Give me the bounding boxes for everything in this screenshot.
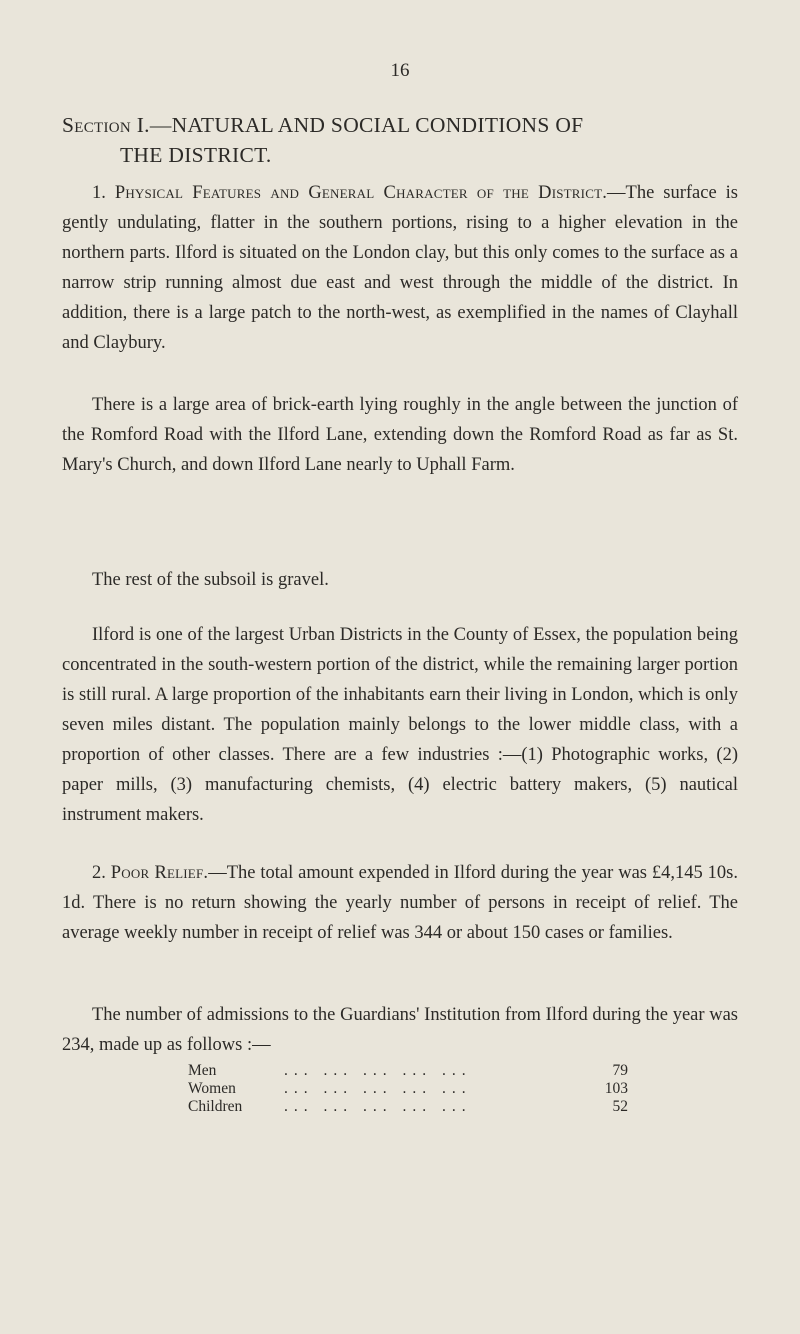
subsoil-paragraph: The rest of the subsoil is gravel. (92, 570, 329, 590)
table-row (188, 1062, 628, 1080)
poor-relief-heading: Poor Relief. (110, 863, 209, 883)
dot-leader: ... ... ... ... ... (284, 1098, 472, 1115)
dot-leader: ... ... ... ... ... (284, 1062, 472, 1079)
row-label-children: Children (188, 1098, 243, 1115)
poor-relief-text: —The total amount expended in Ilford during the year was £4,145 10s. 1d. There is no return showing the yearly number of persons in receipt of relief. The average weekly number in receipt of relief was 344 or about 150 cases or families. (62, 863, 739, 943)
table-row (188, 1080, 628, 1098)
section-title-line2: THE DISTRICT. (120, 143, 272, 167)
physical-features-number: 1. (92, 183, 106, 203)
population-paragraph: Ilford is one of the largest Urban Districts in the County of Essex, the population being concentrated in the south-western portion of the district, while the remaining larger portion is still rural. A large proportion of the inhabitants earn their living in London, which is only seven miles distant. The population mainly belongs to the lower middle class, with a proportion of other classes. There are a few industries :—(1) Photographic works, (2) paper mills, (3) manufacturing chemists, (4) electric battery makers, (5) nautical instrument makers. (62, 625, 738, 825)
brick-earth-paragraph: There is a large area of brick-earth lying roughly in the angle between the junction of the Romford Road with the Ilford Lane, extending down the Romford Road as far as St. Mary's Church, and down Ilford Lane nearly to Uphall Farm. (62, 395, 738, 475)
row-value-children: 52 (612, 1098, 628, 1115)
row-value-men: 79 (612, 1062, 628, 1079)
physical-features-heading: Physical Features and General Character of the District. (114, 183, 608, 203)
poor-relief-number: 2. (92, 863, 106, 883)
admissions-table (188, 1062, 628, 1116)
poor-relief-paragraph (62, 858, 738, 948)
section-heading (62, 110, 742, 170)
table-row (188, 1098, 628, 1116)
section-title-line1: —NATURAL AND SOCIAL CONDITIONS OF (149, 113, 584, 137)
admissions-paragraph: The number of admissions to the Guardians' Institution from Ilford during the year was 234, made up as follows :— (62, 1005, 738, 1055)
row-label-men: Men (188, 1062, 217, 1079)
row-label-women: Women (188, 1080, 236, 1097)
physical-features-paragraph (62, 178, 738, 358)
row-value-women: 103 (604, 1080, 628, 1097)
physical-features-text: —The surface is gently undulating, flatter in the southern portions, rising to a higher elevation in the northern parts. Ilford is situated on the London clay, but this only comes to the surface as a narrow strip running almost due east and west through the middle of the district. In addition, there is a large patch to the north-west, as exemplified in the names of Clayhall and Claybury. (62, 183, 739, 353)
section-label: Section I. (62, 113, 150, 137)
page-number: 16 (390, 60, 410, 81)
dot-leader: ... ... ... ... ... (284, 1080, 472, 1097)
